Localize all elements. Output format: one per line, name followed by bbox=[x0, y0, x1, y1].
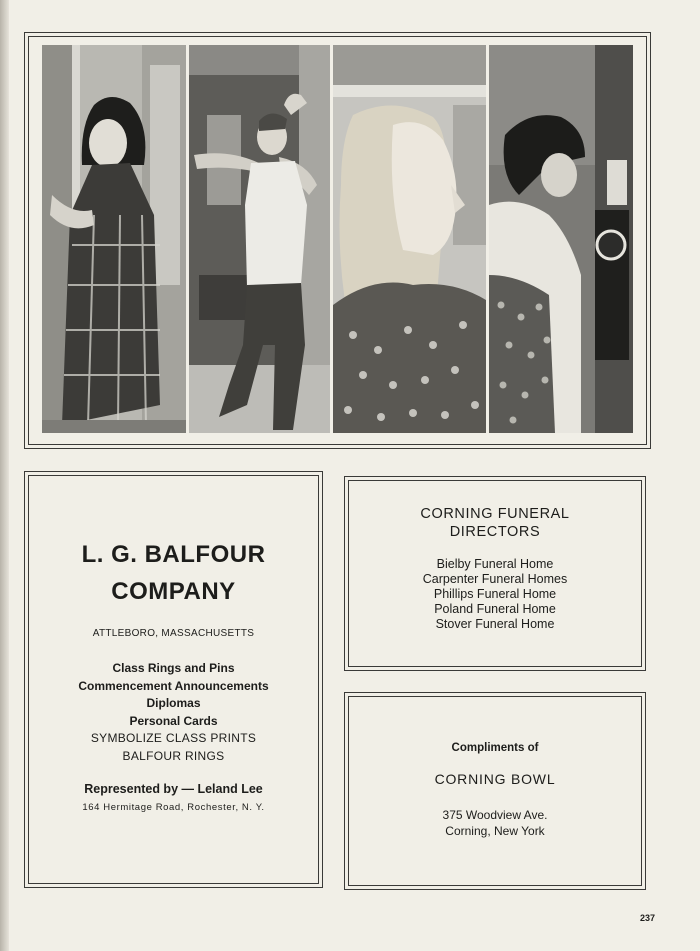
product-item: Class Rings and Pins bbox=[112, 661, 235, 675]
balfour-product-list bbox=[25, 660, 322, 765]
funeral-home-item: Bielby Funeral Home bbox=[436, 557, 554, 571]
funeral-home-item: Poland Funeral Home bbox=[434, 602, 556, 616]
funeral-home-item: Carpenter Funeral Homes bbox=[422, 572, 568, 586]
photo-strip bbox=[42, 45, 633, 433]
corning-bowl-ad bbox=[344, 692, 646, 890]
funeral-title bbox=[345, 505, 645, 541]
product-item: BALFOUR RINGS bbox=[122, 748, 225, 763]
balfour-address: 164 Hermitage Road, Rochester, N. Y. bbox=[82, 802, 265, 813]
balfour-company-ad bbox=[24, 471, 323, 888]
page-number: 237 bbox=[640, 913, 656, 923]
product-item: Personal Cards bbox=[129, 713, 218, 728]
balfour-location: ATTLEBORO, MASSACHUSETTS bbox=[92, 628, 255, 639]
photo-smiling-girl-plaid-coat bbox=[42, 45, 186, 433]
photo-blonde-girl-profile bbox=[333, 45, 486, 433]
funeral-title-line2: DIRECTORS bbox=[449, 524, 541, 540]
balfour-company-name bbox=[25, 536, 322, 610]
company-name-line1: L. G. BALFOUR bbox=[81, 541, 266, 568]
bowl-address-line2: Corning, New York bbox=[445, 824, 545, 838]
bowl-compliments: Compliments of bbox=[451, 742, 539, 754]
photo-girl-on-telephone bbox=[489, 45, 633, 433]
product-item: Commencement Announcements bbox=[78, 678, 269, 693]
bowl-address-line1: 375 Woodview Ave. bbox=[442, 808, 548, 822]
funeral-home-item: Stover Funeral Home bbox=[435, 617, 555, 631]
bowl-address bbox=[345, 807, 645, 839]
bowl-name: CORNING BOWL bbox=[434, 771, 556, 787]
page-binding-edge bbox=[0, 0, 9, 951]
photo-frame bbox=[24, 32, 651, 449]
corning-funeral-directors-ad bbox=[344, 476, 646, 671]
product-item: SYMBOLIZE CLASS PRINTS bbox=[90, 731, 257, 745]
funeral-home-item: Phillips Funeral Home bbox=[433, 587, 557, 601]
product-item: Diplomas bbox=[146, 696, 201, 710]
funeral-title-line1: CORNING FUNERAL bbox=[420, 506, 570, 522]
photo-dancing-boy bbox=[189, 45, 330, 433]
funeral-home-list bbox=[345, 557, 645, 632]
company-name-line2: COMPANY bbox=[111, 578, 236, 605]
balfour-representative: Represented by — Leland Lee bbox=[84, 782, 263, 796]
